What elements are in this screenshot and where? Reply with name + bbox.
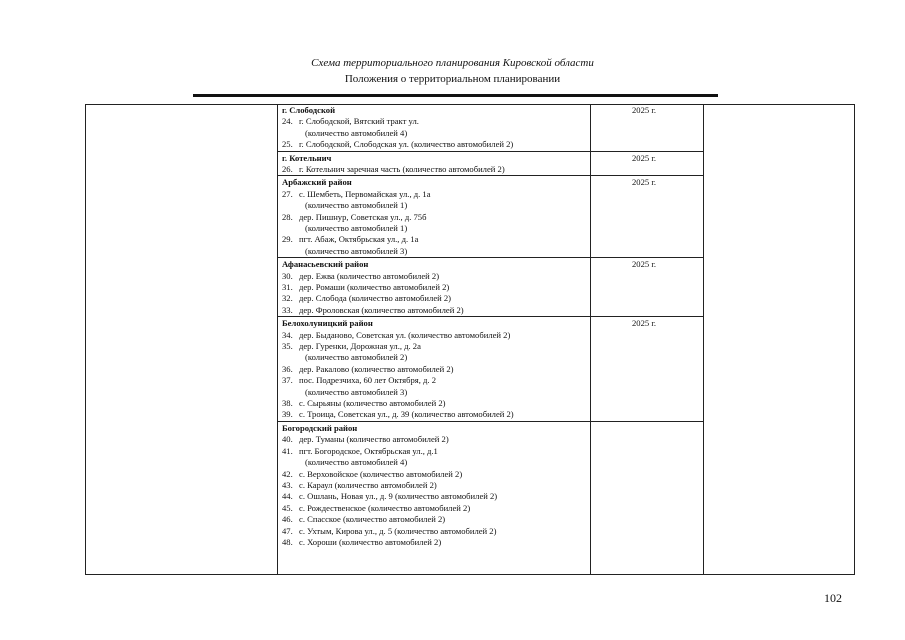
section-year: 2025 г. [632,318,657,329]
item-text: г. Слободской, Вятский тракт ул. [299,116,419,127]
item-text: пос. Подрезчиха, 60 лет Октября, д. 2 [299,375,437,386]
item-number: 48. [282,536,293,547]
list-item [277,305,703,316]
list-item [277,271,703,282]
list-item [277,446,703,469]
section-title: Белохолуницкий район [282,318,373,329]
table-body [277,104,703,548]
item-continuation: (количество автомобилей 2) [305,352,408,363]
item-text: с. Троица, Советская ул., д. 39 (количество автомобилей 2) [299,409,514,420]
table-section [277,422,703,548]
section-year: 2025 г. [632,105,657,115]
item-number: 35. [282,341,293,352]
list-item [277,537,703,548]
item-number: 25. [282,139,293,150]
list-item [277,398,703,409]
document-title: Схема территориального планирования Кировской области [311,57,594,69]
list-item [277,503,703,514]
item-text: с. Спасское (количество автомобилей 2) [299,514,446,525]
item-number: 44. [282,491,293,502]
column-divider-3 [703,104,704,575]
document-subtitle: Положения о территориальном планировании [344,73,561,85]
table-section [277,176,703,258]
section-title: г. Котельнич [282,152,332,163]
page-number: 102 [824,591,842,605]
section-year: 2025 г. [632,177,657,188]
list-item [277,234,703,257]
item-continuation: (количество автомобилей 3) [305,386,408,397]
section-year: 2025 г. [632,152,657,163]
item-number: 37. [282,375,293,386]
table-section [277,152,703,177]
item-number: 29. [282,234,293,245]
item-number: 38. [282,398,293,409]
item-text: г. Слободской, Слободская ул. (количество автомобилей 2) [299,139,514,150]
item-number: 32. [282,293,293,304]
item-text: дер. Фроловская (количество автомобилей 2) [299,304,464,315]
item-text: с. Хороши (количество автомобилей 2) [299,536,442,547]
item-number: 33. [282,304,293,315]
item-number: 45. [282,502,293,513]
item-continuation: (количество автомобилей 3) [305,245,408,256]
item-text: пгт. Абаж, Октябрьская ул., д. 1а [299,234,419,245]
item-text: дер. Гуренки, Дорожная ул., д. 2а [299,341,421,352]
table-section [277,104,703,152]
item-text: с. Караул (количество автомобилей 2) [299,479,437,490]
list-item [277,293,703,304]
item-number: 46. [282,514,293,525]
item-text: дер. Быданово, Советская ул. (количество автомобилей 2) [299,329,511,340]
list-item [277,341,703,364]
item-number: 36. [282,363,293,374]
list-item [277,116,703,139]
item-text: дер. Ракалово (количество автомобилей 2) [299,363,454,374]
list-item [277,189,703,212]
item-number: 43. [282,479,293,490]
list-item [277,164,703,175]
item-text: дер. Ромаши (количество автомобилей 2) [299,282,450,293]
section-year: 2025 г. [632,259,657,270]
item-number: 42. [282,468,293,479]
item-continuation: (количество автомобилей 1) [305,200,408,211]
list-item [277,409,703,420]
item-text: дер. Ежва (количество автомобилей 2) [299,270,440,281]
item-number: 26. [282,164,293,174]
list-item [277,375,703,398]
item-number: 39. [282,409,293,420]
item-text: дер. Туманы (количество автомобилей 2) [299,434,449,445]
item-text: с. Ухтым, Кирова ул., д. 5 (количество автомобилей 2) [299,525,497,536]
list-item [277,434,703,445]
list-item [277,480,703,491]
section-title: Афанасьевский район [282,259,369,270]
item-number: 34. [282,329,293,340]
item-text: пгт. Богородское, Октябрьская ул., д.1 [299,445,438,456]
list-item [277,330,703,341]
item-text: с. Сырьяны (количество автомобилей 2) [299,398,446,409]
list-item [277,491,703,502]
item-number: 31. [282,282,293,293]
table-section [277,258,703,317]
header-rule [193,94,718,97]
section-title: Богородский район [282,422,358,433]
table-section [277,317,703,422]
item-text: с. Шембеть, Первомайская ул., д. 1а [299,188,431,199]
item-number: 30. [282,270,293,281]
section-title: г. Слободской [282,105,336,115]
list-item [277,526,703,537]
item-continuation: (количество автомобилей 4) [305,457,408,468]
section-title: Арбажский район [282,177,352,188]
item-text: г. Котельнич заречная часть (количество автомобилей 2) [299,164,505,174]
item-continuation: (количество автомобилей 4) [305,127,408,138]
item-text: с. Ошлань, Новая ул., д. 9 (количество автомобилей 2) [299,491,498,502]
item-text: с. Рождественское (количество автомобилей 2) [299,502,471,513]
item-number: 41. [282,445,293,456]
list-item [277,139,703,150]
item-number: 24. [282,116,293,127]
list-item [277,514,703,525]
item-number: 47. [282,525,293,536]
item-number: 28. [282,211,293,222]
item-text: дер. Слобода (количество автомобилей 2) [299,293,452,304]
item-text: дер. Пишнур, Советская ул., д. 75б [299,211,427,222]
item-continuation: (количество автомобилей 1) [305,223,408,234]
list-item [277,469,703,480]
list-item [277,282,703,293]
item-text: с. Верховойское (количество автомобилей 2) [299,468,463,479]
item-number: 40. [282,434,293,445]
item-number: 27. [282,188,293,199]
list-item [277,364,703,375]
list-item [277,212,703,235]
